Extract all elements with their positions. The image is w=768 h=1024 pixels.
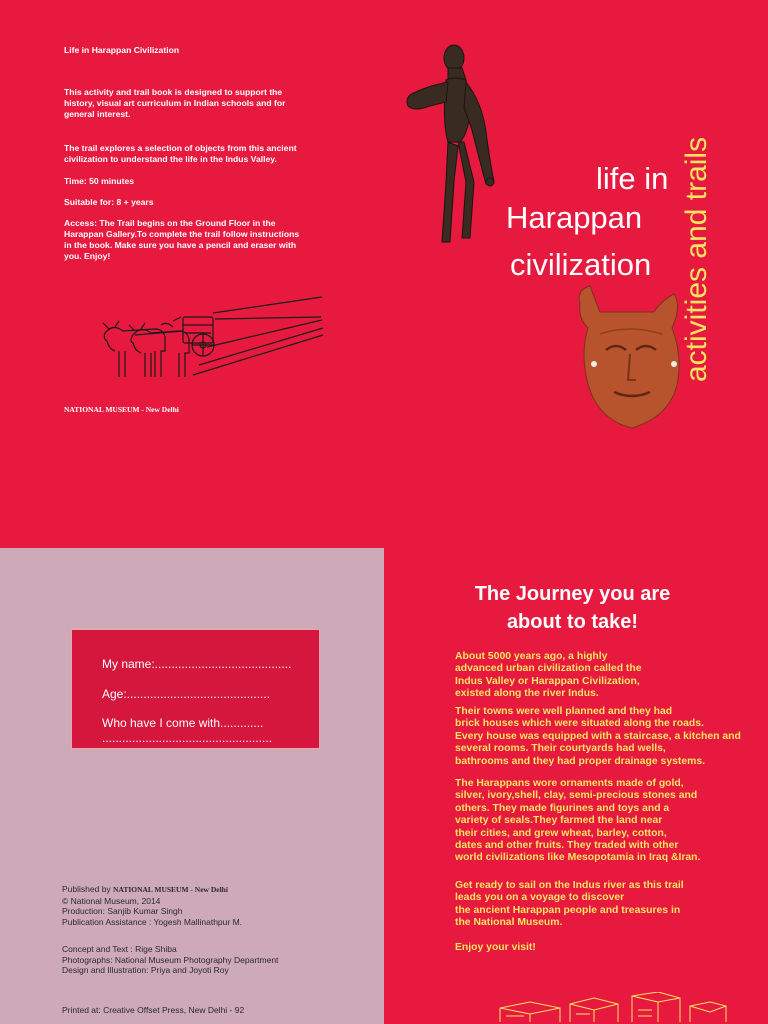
text-line: general interest. <box>64 109 131 119</box>
text-line: their cities, and grew wheat, barley, cotton, <box>455 827 667 839</box>
publisher-name: NATIONAL MUSEUM - New Delhi <box>113 885 228 894</box>
published-by-line <box>62 884 242 896</box>
intro-paragraph <box>64 87 285 120</box>
text-line: Get ready to sail on the Indus river as this trail <box>455 880 684 891</box>
bullock-cart-illustration <box>95 295 325 395</box>
text-line: others. They made figurines and toys and a <box>455 802 670 814</box>
credit-line: © National Museum, 2014 <box>62 895 161 906</box>
age-field-label: Age:........................................... <box>102 687 271 701</box>
access-paragraph <box>64 218 299 262</box>
journey-title-line: The Journey you are <box>474 583 671 605</box>
text-line: in the book. Make sure you have a pencil and eraser with <box>64 240 297 250</box>
terracotta-mask-image <box>570 284 690 434</box>
credit-line: Publication Assistance : Yogesh Mallinathpur M. <box>62 916 243 927</box>
journey-paragraph-1 <box>455 651 642 701</box>
published-prefix: Published by <box>62 884 111 894</box>
contributor-credits <box>62 944 278 976</box>
text-line: leads you on a voyage to discover <box>455 892 625 904</box>
text-line: several rooms. Their courtyards had wells, <box>455 743 666 755</box>
trail-paragraph <box>64 143 297 165</box>
text-line: existed along the river Indus. <box>455 688 599 700</box>
credit-line: Production: Sanjib Kumar Singh <box>62 906 183 916</box>
suitable-text: Suitable for: 8 + years <box>64 197 154 207</box>
text-line: Their towns were well planned and they had <box>455 706 673 717</box>
text-line: history, visual art curriculum in Indian schools and for <box>64 98 286 108</box>
text-line: The trail explores a selection of objects from this ancient <box>64 143 297 153</box>
text-line: About 5000 years ago, a highly <box>455 651 608 662</box>
enjoy-text: Enjoy your visit! <box>455 942 536 953</box>
text-line: world civilizations like Mesopotamia in Iraq &Iran. <box>455 852 701 864</box>
journey-paragraph-3 <box>455 778 700 865</box>
text-line: variety of seals.They farmed the land near <box>455 815 663 827</box>
credit-line: Photographs: National Museum Photography Department <box>62 954 279 965</box>
name-field-label: My name:......................................... <box>102 657 292 671</box>
text-line: the ancient Harappan people and treasures in <box>455 904 681 916</box>
printer-credit: Printed at: Creative Offset Press, New Delhi - 92 <box>62 1005 245 1015</box>
dancing-girl-figurine-image <box>390 42 510 247</box>
text-line: Indus Valley or Harappan Civilization, <box>455 675 640 687</box>
title-line-1: life in <box>596 161 669 196</box>
time-text: Time: 50 minutes <box>64 176 135 186</box>
text-line: silver, ivory,shell, clay, semi-precious stones and <box>455 790 698 802</box>
vertical-title: activities and trails <box>680 136 713 382</box>
text-line: dates and other fruits. They traded with other <box>455 840 679 852</box>
text-line: This activity and trail book is designed to support the <box>64 87 283 97</box>
credit-line: Concept and Text : Rige Shiba <box>62 944 177 954</box>
journey-paragraph-4 <box>455 880 684 930</box>
journey-title <box>445 580 700 636</box>
text-line: Access: The Trail begins on the Ground Floor in the <box>64 218 276 228</box>
text-line: bathrooms and they had proper drainage systems. <box>455 755 706 767</box>
text-line: civilization to understand the life in the Indus Valley. <box>64 154 277 164</box>
text-line: you. Enjoy! <box>64 251 111 261</box>
text-line: advanced urban civilization called the <box>455 663 642 675</box>
credit-line: Design and Illustration: Priya and Joyoti Roy <box>62 965 229 975</box>
publication-credits <box>62 884 242 927</box>
title-line-3: civilization <box>510 247 652 282</box>
text-line: Every house was equipped with a staircase, a kitchen and <box>455 730 741 742</box>
journey-paragraph-2 <box>455 706 741 768</box>
cover-heading: Life in Harappan Civilization <box>64 45 180 55</box>
text-line: Harappan Gallery.To complete the trail follow instructions <box>64 229 300 239</box>
title-line-2: Harappan <box>506 200 643 235</box>
companion-field-label: Who have I come with............. <box>102 716 264 730</box>
brick-structures-illustration <box>490 992 730 1024</box>
journey-title-line: about to take! <box>506 611 639 633</box>
visitor-details-box <box>71 629 320 749</box>
text-line: brick houses which were situated along the roads. <box>455 718 704 730</box>
companion-field-line: ................................................... <box>102 731 273 745</box>
museum-name: NATIONAL MUSEUM - New Delhi <box>64 405 179 414</box>
text-line: The Harappans wore ornaments made of gold, <box>455 778 684 789</box>
text-line: the National Museum. <box>455 917 563 929</box>
